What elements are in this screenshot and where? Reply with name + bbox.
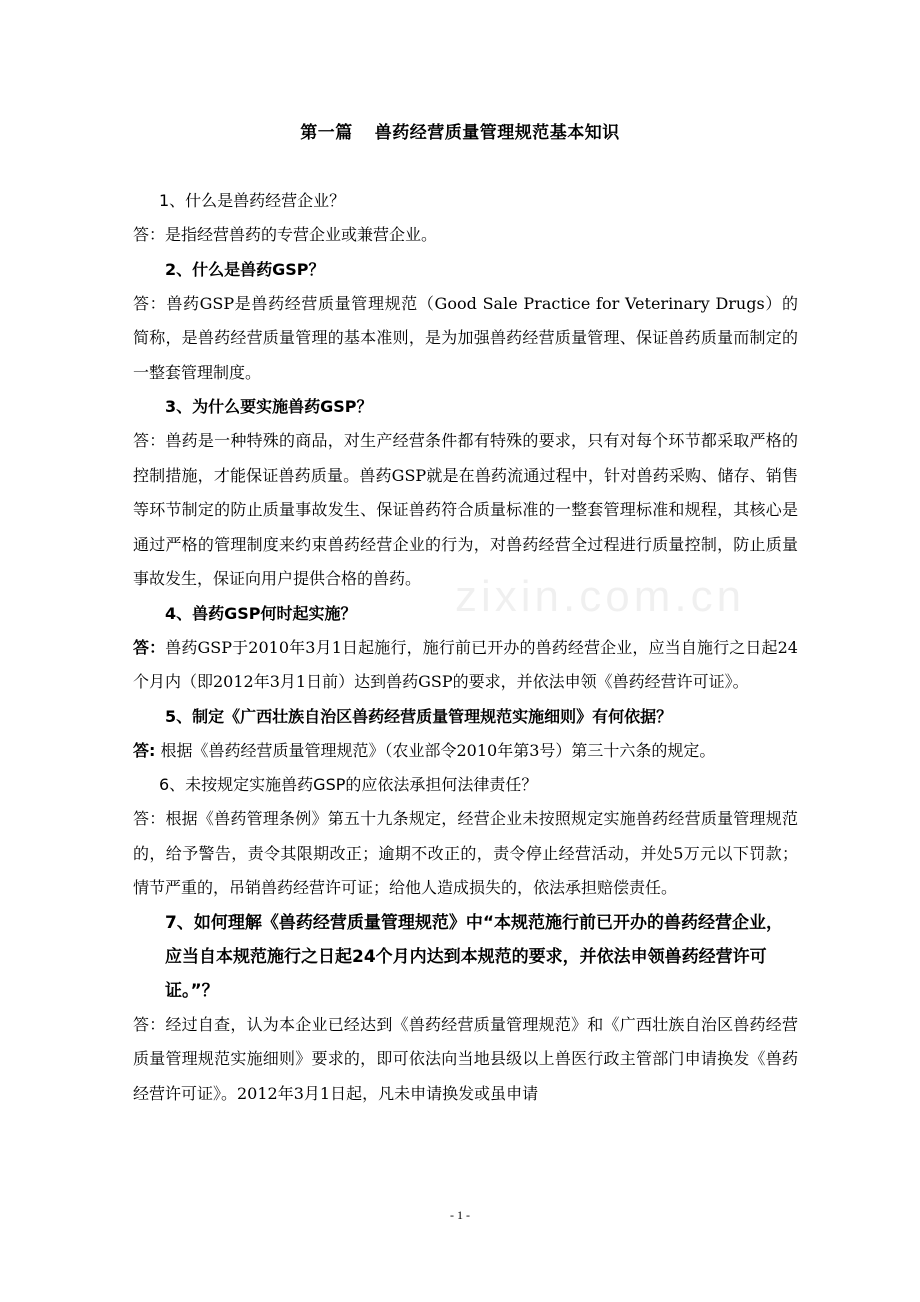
- answer-4: [133, 631, 798, 700]
- answer-5: [133, 734, 798, 769]
- answer-label: 答：: [133, 1014, 166, 1034]
- answer-text: 是指经营兽药的专营企业或兼营企业。: [165, 225, 438, 244]
- question-7: 7、如何理解《兽药经营质量管理规范》中“本规范施行前已开办的兽药经营企业，应当自本规范施行之日起24个月内达到本规范的要求，并依法申领兽药经营许可证。”？: [165, 912, 783, 1001]
- answer-label: 答：: [133, 225, 166, 244]
- question-1: 1、什么是兽药经营企业？: [159, 191, 346, 210]
- answer-text: 经过自查，认为本企业已经达到《兽药经营质量管理规范》和《广西壮族自治区兽药经营质量管理规范实施细则》要求的，即可依法向当地县级以上兽医行政主管部门申请换发《兽药经营许可证》。2012年3月1日起，凡未申请换发或虽申请: [133, 1014, 798, 1103]
- answer-7: [133, 1008, 798, 1112]
- answer-3: [133, 424, 798, 597]
- qa-content: [133, 184, 798, 1111]
- answer-6: [133, 802, 798, 906]
- answer-label: 答：: [133, 293, 167, 313]
- question-6: 6、未按规定实施兽药GSP的应依法承担何法律责任？: [159, 775, 538, 794]
- page-title: [0, 118, 920, 143]
- question-4: 4、兽药GSP何时起实施？: [165, 603, 357, 623]
- answer-1: [133, 218, 798, 253]
- answer-text: 兽药GSP于2010年3月1日起施行，施行前已开办的兽药经营企业，应当自施行之日起24个月内（即2012年3月1日前）达到兽药GSP的要求，并依法申领《兽药经营许可证》。: [133, 637, 798, 691]
- question-2: 2、什么是兽药GSP？: [165, 259, 325, 279]
- title-name: 兽药经营质量管理规范基本知识: [374, 123, 620, 143]
- question-3: 3、为什么要实施兽药GSP？: [165, 397, 373, 416]
- answer-label: 答：: [133, 431, 166, 450]
- answer-2: [133, 287, 798, 391]
- answer-text: 根据《兽药经营质量管理规范》（农业部令2010年第3号）第三十六条的规定。: [155, 740, 716, 760]
- answer-label: 答：: [133, 809, 166, 828]
- watermark: zixin.com.cn: [455, 572, 746, 621]
- answer-label: 答：: [133, 637, 166, 657]
- answer-text: 兽药GSP是兽药经营质量管理规范（Good Sale Practice for Veterinary Drugs）的简称，是兽药经营质量管理的基本准则，是为加强兽药经营质量管理、保证兽药质量而制定的一整套管理制度。: [133, 293, 798, 382]
- page-number: - 1 -: [450, 1208, 470, 1222]
- answer-text: 兽药是一种特殊的商品，对生产经营条件都有特殊的要求，只有对每个环节都采取严格的控制措施，才能保证兽药质量。兽药GSP就是在兽药流通过程中，针对兽药采购、储存、销售等环节制定的防止质量事故发生、保证兽药符合质量标准的一整套管理标准和规程，其核心是通过严格的管理制度来约束兽药经营企业的行为，对兽药经营全过程进行质量控制，防止质量事故发生，保证向用户提供合格的兽药。: [133, 431, 798, 588]
- question-5: 5、制定《广西壮族自治区兽药经营质量管理规范实施细则》有何依据？: [165, 706, 673, 726]
- title-part: 第一篇: [300, 123, 353, 143]
- answer-text: 根据《兽药管理条例》第五十九条规定，经营企业未按照规定实施兽药经营质量管理规范的，给予警告，责令其限期改正；逾期不改正的，责令停止经营活动，并处5万元以下罚款；情节严重的，吊销兽药经营许可证；给他人造成损失的，依法承担赔偿责任。: [133, 809, 798, 897]
- answer-label: 答:: [133, 740, 156, 760]
